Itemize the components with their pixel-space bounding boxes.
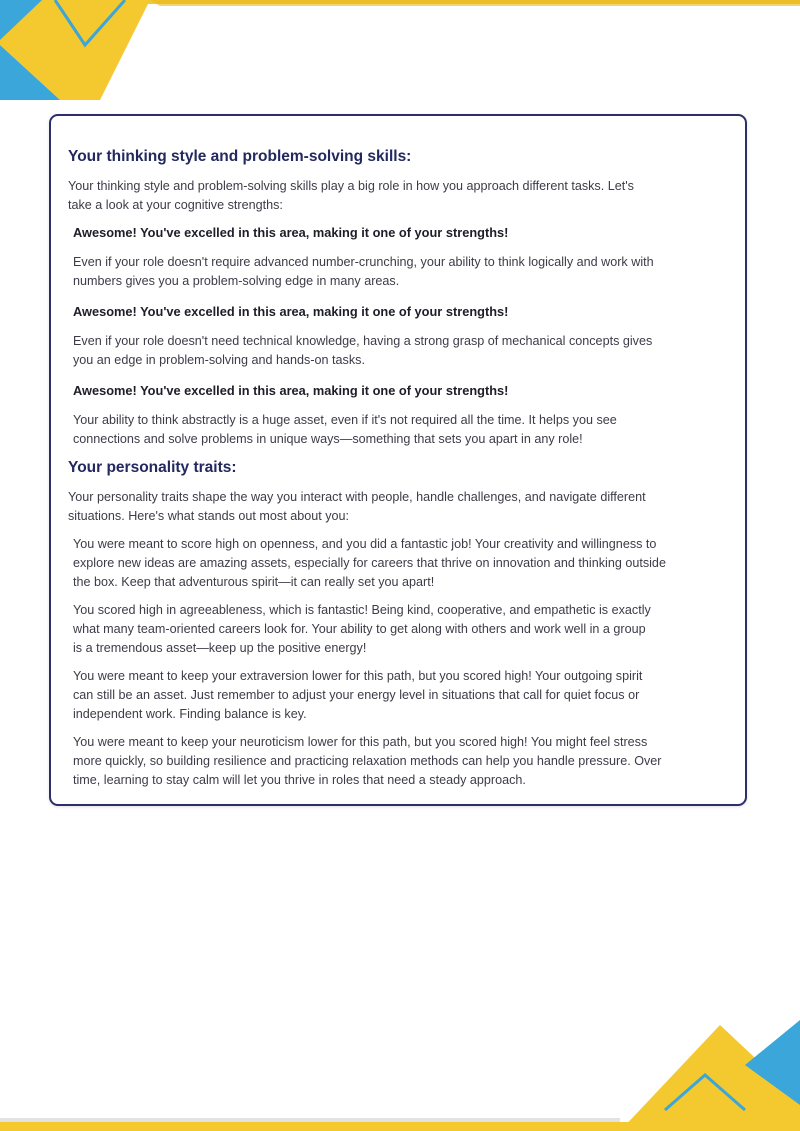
personality-intro-line-1: Your personality traits shape the way you interact with people, handle challenges, and navigate different bbox=[68, 490, 646, 504]
top-corner-decoration bbox=[0, 0, 800, 110]
bottom-corner-decoration bbox=[0, 1010, 800, 1131]
trait-text-line: is a tremendous asset—keep up the positive energy! bbox=[73, 641, 367, 655]
strength-text-line: Your ability to think abstractly is a huge asset, even if it's not required all the time. It helps you see bbox=[73, 413, 617, 427]
trait-text-line: explore new ideas are amazing assets, especially for careers that thrive on innovation and thinking outside bbox=[73, 556, 666, 570]
trait-text-line: the box. Keep that adventurous spirit—it can really set you apart! bbox=[73, 575, 435, 589]
strength-text-line: you an edge in problem-solving and hands-on tasks. bbox=[73, 353, 365, 367]
strength-text-line: Even if your role doesn't need technical knowledge, having a strong grasp of mechanical concepts gives bbox=[73, 334, 653, 348]
thinking-section-heading: Your thinking style and problem-solving skills: bbox=[68, 148, 412, 165]
thinking-intro-line-1: Your thinking style and problem-solving skills play a big role in how you approach different tasks. Let's bbox=[68, 179, 634, 193]
trait-text-line: more quickly, so building resilience and practicing relaxation methods can help you handle pressure. Over bbox=[73, 754, 662, 768]
thinking-intro-line-2: take a look at your cognitive strengths: bbox=[68, 198, 283, 212]
strength-text-line: numbers gives you a problem-solving edge in many areas. bbox=[73, 274, 400, 288]
trait-text-line: You were meant to score high on openness, and you did a fantastic job! Your creativity and willingness to bbox=[73, 537, 657, 551]
trait-text-line: what many team-oriented careers look for. Your ability to get along with others and work well in a group bbox=[73, 622, 646, 636]
personality-intro-line-2: situations. Here's what stands out most about you: bbox=[68, 509, 350, 523]
trait-text-line: You were meant to keep your extraversion lower for this path, but you scored high! Your outgoing spirit bbox=[73, 669, 643, 683]
strength-title: Awesome! You've excelled in this area, making it one of your strengths! bbox=[73, 383, 509, 398]
trait-text-line: can still be an asset. Just remember to adjust your energy level in situations that call for quiet focus or bbox=[73, 688, 640, 702]
strength-text-line: Even if your role doesn't require advanced number-crunching, your ability to think logically and work with bbox=[73, 255, 654, 269]
trait-text-line: You were meant to keep your neuroticism lower for this path, but you scored high! You might feel stress bbox=[73, 735, 648, 749]
strength-text-line: connections and solve problems in unique ways—something that sets you apart in any role! bbox=[73, 432, 583, 446]
trait-text-line: independent work. Finding balance is key. bbox=[73, 707, 307, 721]
strength-title: Awesome! You've excelled in this area, making it one of your strengths! bbox=[73, 225, 509, 240]
strength-title: Awesome! You've excelled in this area, making it one of your strengths! bbox=[73, 304, 509, 319]
personality-section-heading: Your personality traits: bbox=[68, 459, 237, 476]
content-card bbox=[49, 114, 747, 806]
trait-text-line: You scored high in agreeableness, which is fantastic! Being kind, cooperative, and empathetic is exactly bbox=[73, 603, 651, 617]
trait-text-line: time, learning to stay calm will let you thrive in roles that need a steady approach. bbox=[73, 773, 526, 787]
